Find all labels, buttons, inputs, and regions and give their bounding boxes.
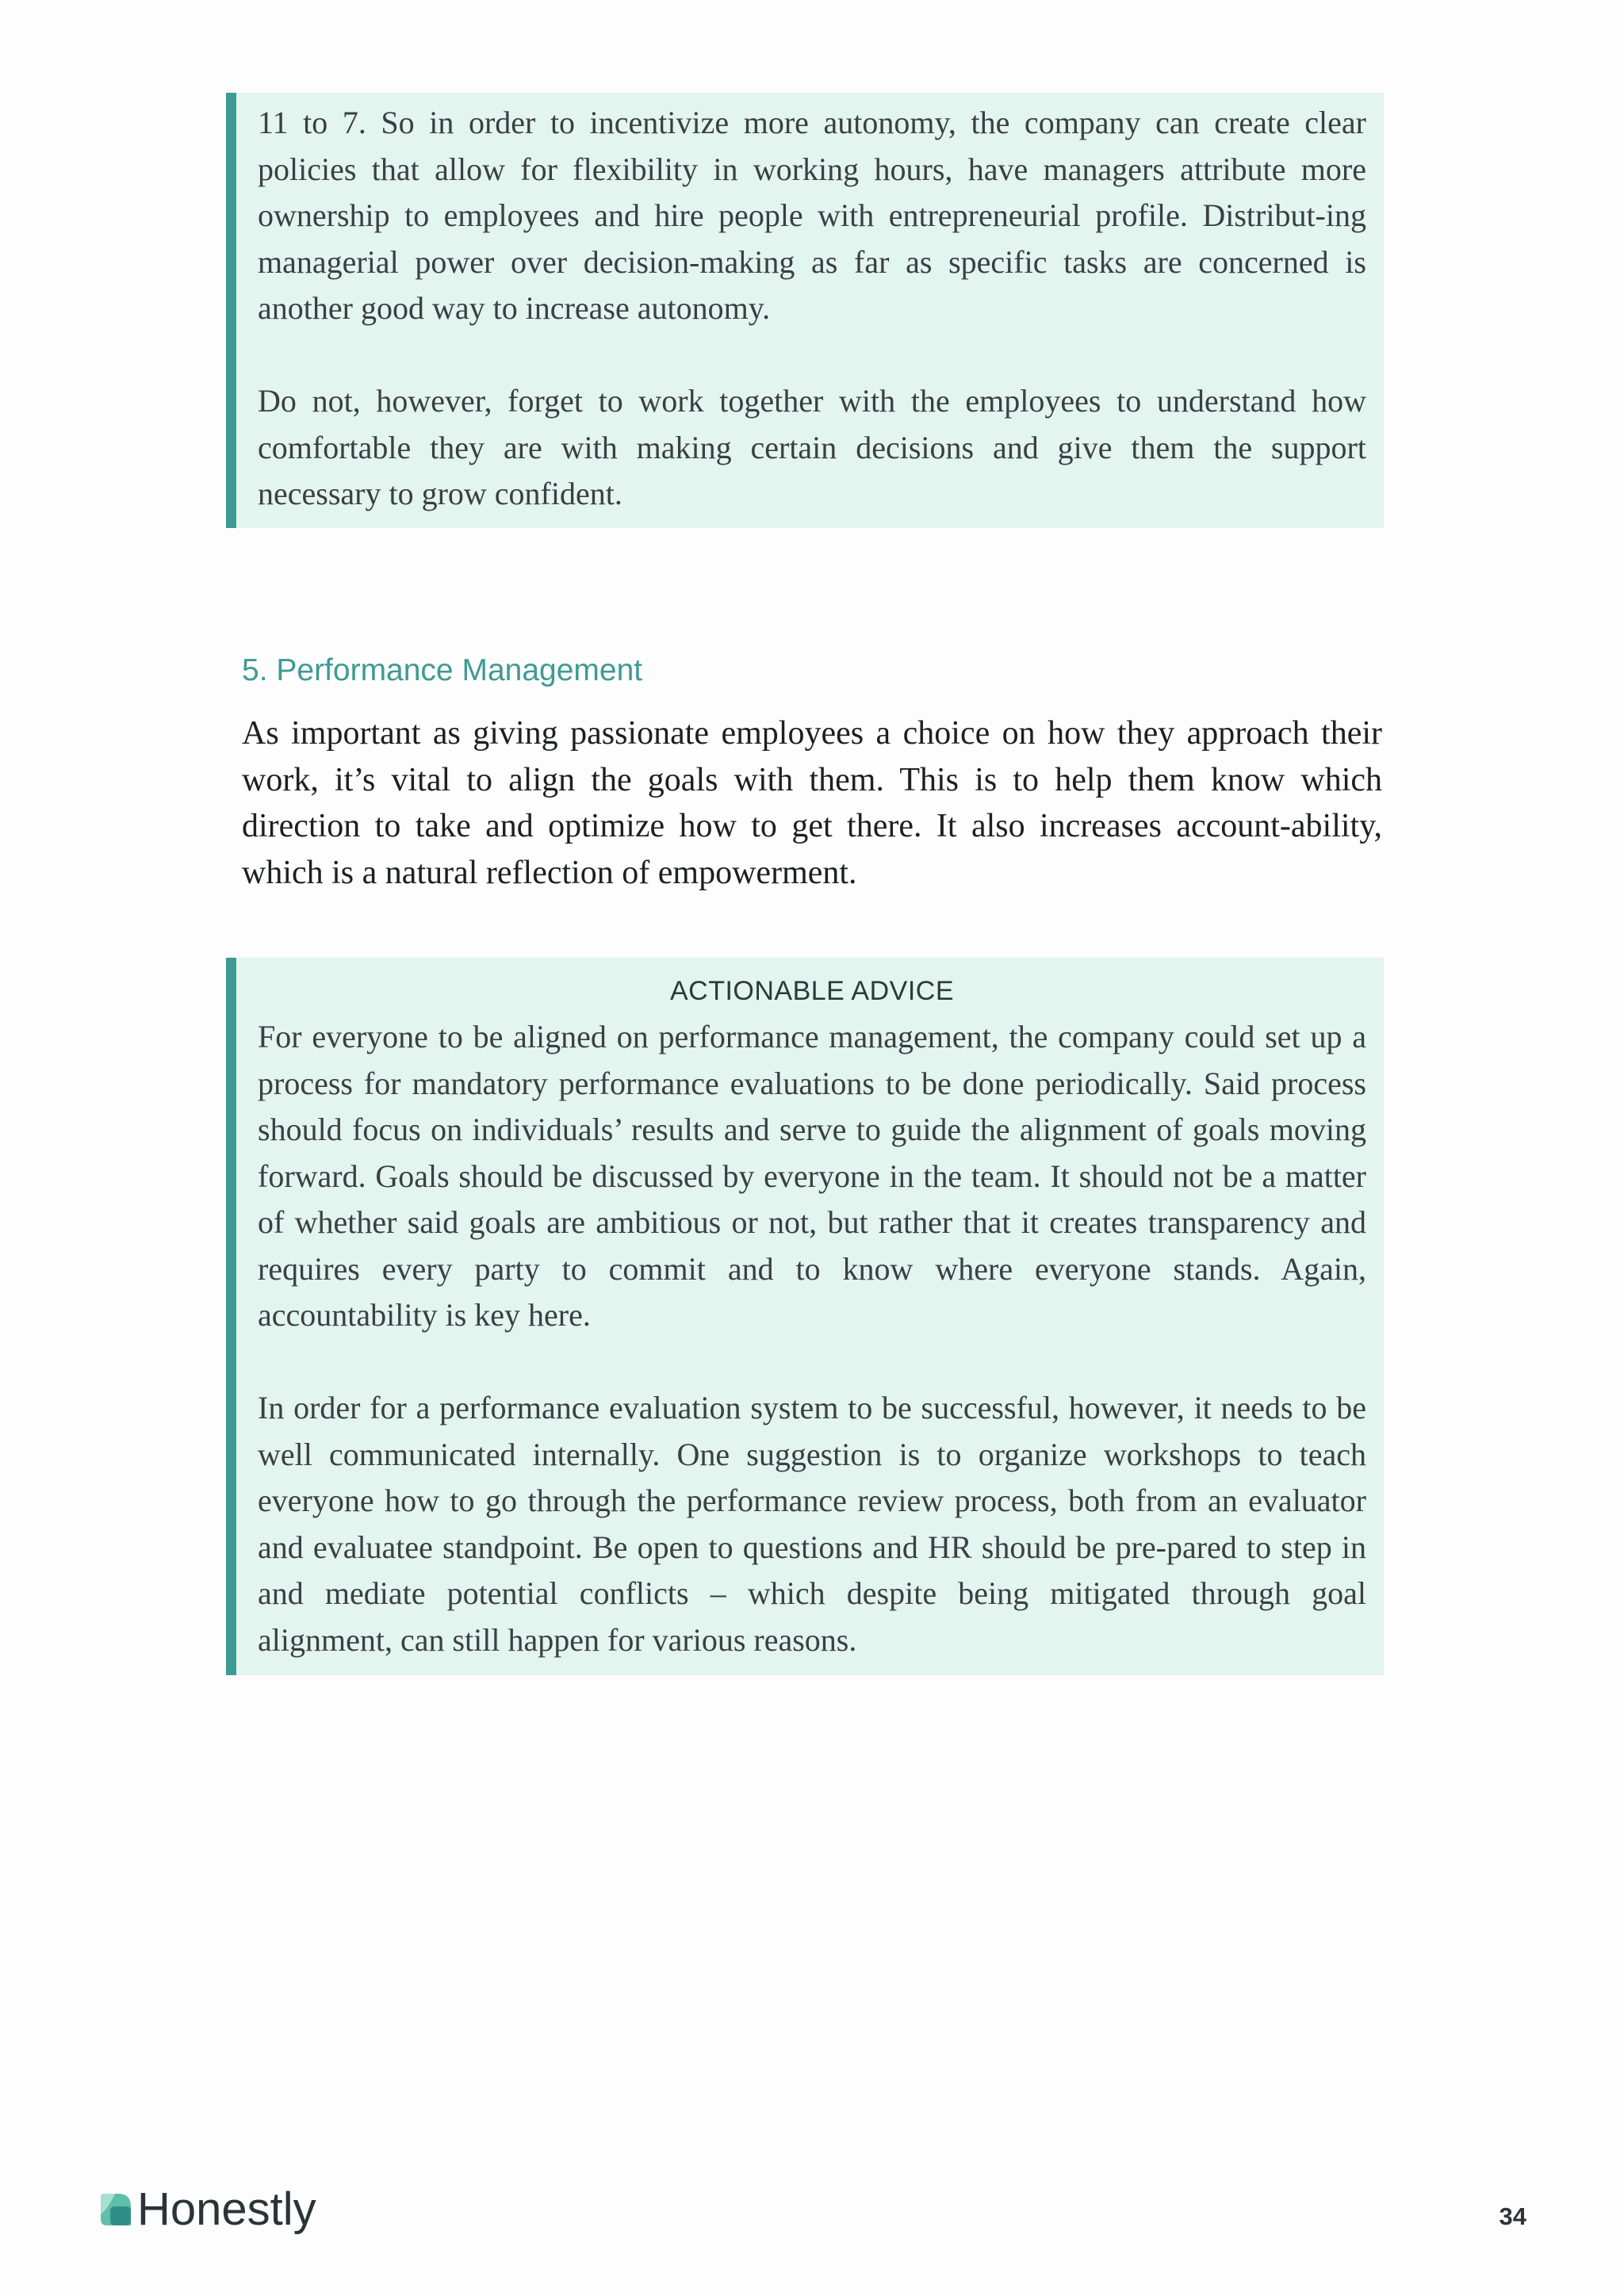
callout-heading: ACTIONABLE ADVICE [669,976,955,1006]
callout-paragraph: In order for a performance evaluation system to be successful, however, it needs to be well communicated internally. One suggestion is to organize workshops to teach everyone how to go through the performance review process, both from an evaluator and evaluatee standpoint. Be open to questions and HR should be pre-pared to step in and mediate potential conflicts – which despite being mitigated through goal alignment, can still happen for various reasons. [258,1390,1366,1658]
callout-paragraph: For everyone to be aligned on performance management, the company could set up a process for mandatory performance evaluations to be done periodically. Said process should focus on individuals’ results and serve to guide the alignment of goals moving forward. Goals should be discussed by everyone in the team. It should not be a matter of whether said goals are ambitious or not, but rather that it creates transparency and requires every party to commit and to know where everyone stands. Again, accountability is key here. [258,1019,1366,1333]
callout-paragraph: 11 to 7. So in order to incentivize more autonomy, the company can create clear policies that allow for flexibility in working hours, have managers attribute more ownership to employees and hire people with entrepreneurial profile. Distribut-ing managerial power over decision-making as far as specific tasks are concerned is another good way to increase autonomy. [258,105,1366,326]
section-body-text: As important as giving passionate employees a choice on how they approach their work, it’s vital to align the goals with them. This is to help them know which direction to take and optimize how to get there. It also increases account-ability, which is a natural reflection of empowerment. [242,715,1382,891]
honestly-logo [98,2184,316,2235]
section-title: 5. Performance Management [242,653,643,687]
callout-paragraph: Do not, however, forget to work together with the employees to understand how comfortable they are with making certain decisions and give them the support necessary to grow confident. [258,383,1366,511]
honestly-logo-icon [98,2191,136,2229]
page-number: 34 [1499,2202,1526,2230]
autonomy-callout-box [226,93,1384,528]
actionable-advice-callout-box [226,958,1384,1675]
logo-text: Honestly [137,2183,316,2235]
